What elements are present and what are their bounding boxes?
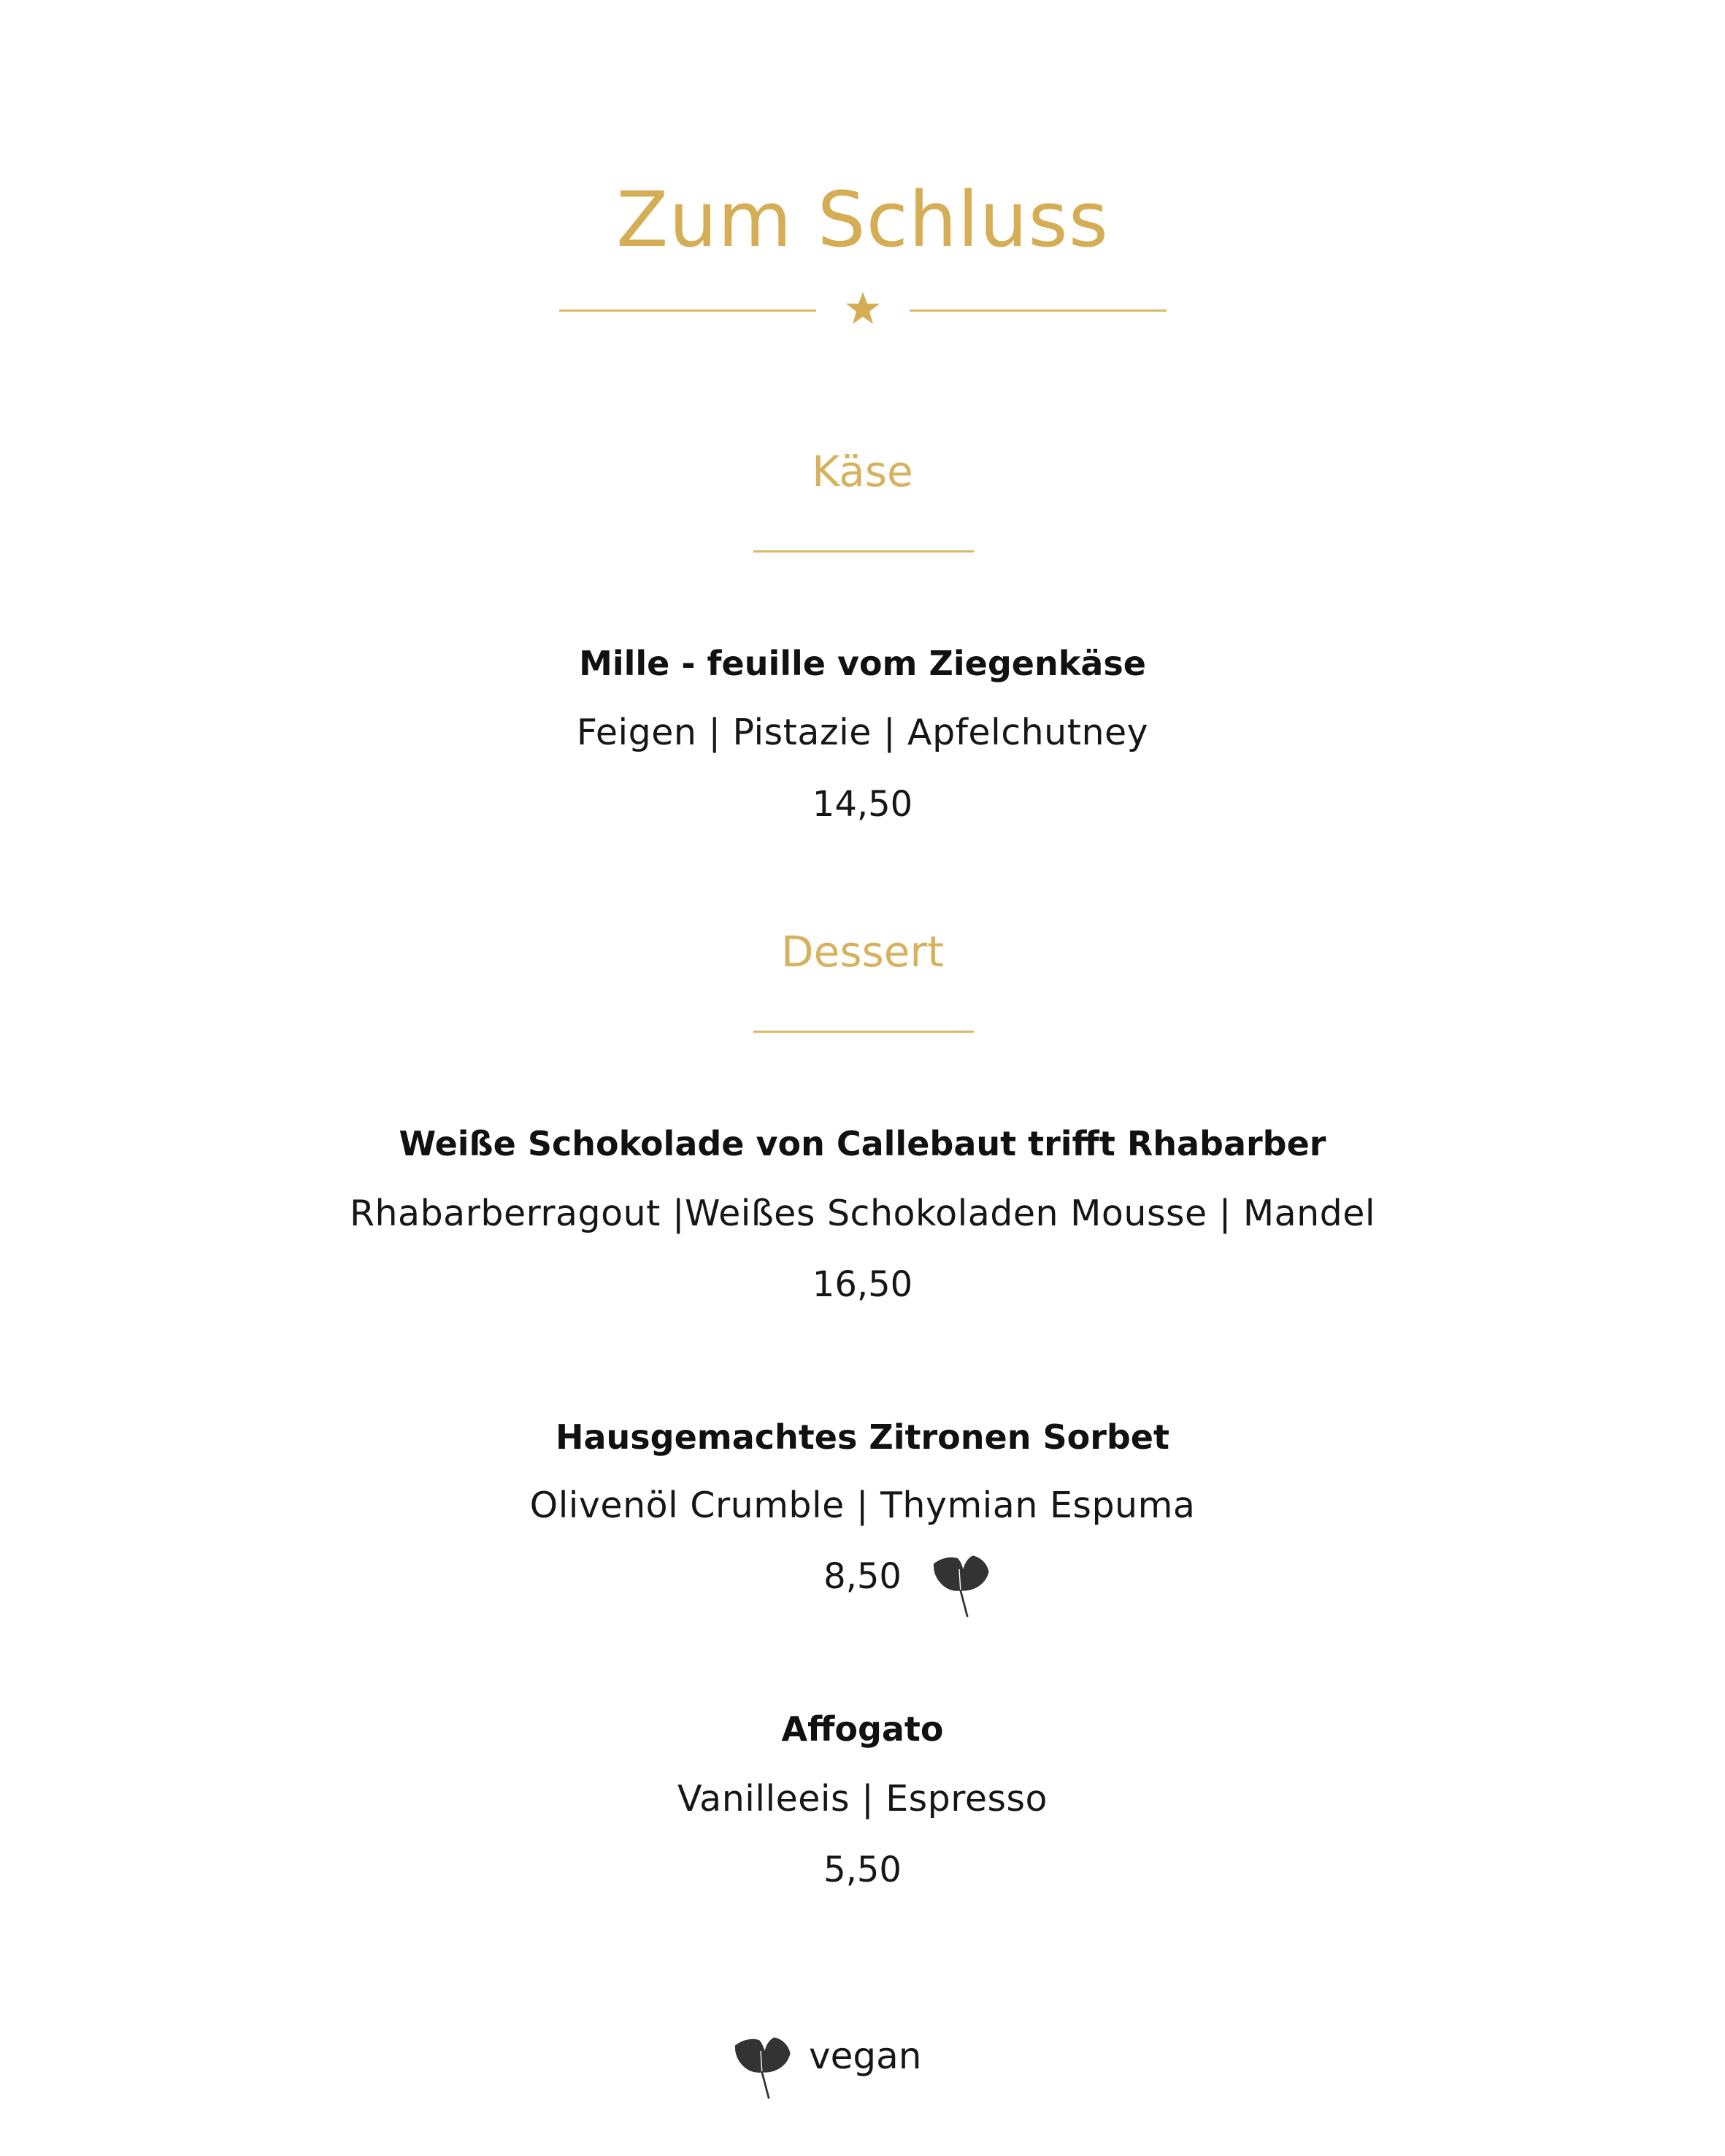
menu-item-name: Hausgemachtes Zitronen Sorbet xyxy=(555,1417,1169,1457)
menu-item-description: Rhabarberragout |Weißes Schokoladen Mousse | Mandel xyxy=(349,1193,1376,1234)
ginkgo-leaf-icon xyxy=(727,2033,794,2101)
menu-item-price: 14,50 xyxy=(812,784,913,825)
legend-label: vegan xyxy=(809,2035,922,2077)
menu-item-description: Olivenöl Crumble | Thymian Espuma xyxy=(529,1485,1196,1526)
menu-item-price: 8,50 xyxy=(823,1556,902,1597)
menu-item-price: 16,50 xyxy=(812,1264,913,1305)
section-divider-dessert xyxy=(753,1031,974,1033)
page-title: Zum Schluss xyxy=(616,175,1109,264)
section-heading-kaese: Käse xyxy=(812,447,913,496)
menu-item-name: Affogato xyxy=(781,1709,944,1749)
menu-item-price: 5,50 xyxy=(823,1849,902,1890)
menu-item-description: Vanilleeis | Espresso xyxy=(677,1778,1048,1820)
title-divider-right xyxy=(910,309,1167,312)
menu-item-name: Weiße Schokolade von Callebaut trifft Rhabarber xyxy=(399,1124,1326,1163)
ginkgo-leaf-icon xyxy=(926,1552,993,1619)
menu-item-name: Mille - feuille vom Ziegenkäse xyxy=(579,644,1146,683)
menu-item-description: Feigen | Pistazie | Apfelchutney xyxy=(576,712,1149,753)
section-divider-kaese xyxy=(753,550,974,553)
title-divider-left xyxy=(559,309,816,312)
star-icon xyxy=(844,290,882,328)
section-heading-dessert: Dessert xyxy=(780,927,945,977)
